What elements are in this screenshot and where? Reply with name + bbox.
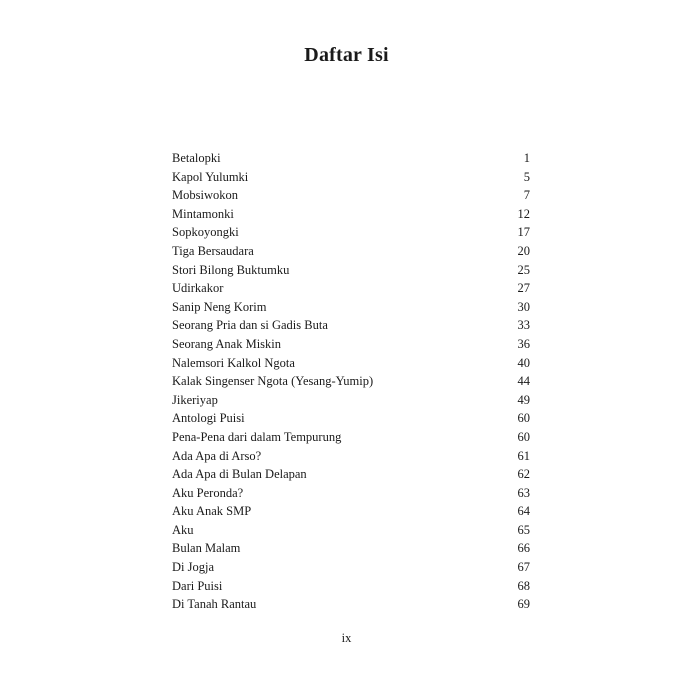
- toc-entry: [172, 205, 530, 224]
- toc-entry-title: Kapol Yulumki: [172, 169, 249, 184]
- toc-entry-page: 17: [517, 225, 530, 240]
- toc-entry: [172, 391, 530, 410]
- toc-entry-page: 69: [517, 597, 530, 612]
- toc-entry: [172, 261, 530, 280]
- toc-entry-title: Sopkoyongki: [172, 225, 239, 240]
- toc-entry-page: 66: [517, 541, 530, 556]
- toc-entry-title: Aku Peronda?: [172, 485, 244, 500]
- toc-entry-title: Bulan Malam: [172, 541, 241, 556]
- toc-entry-title: Mintamonki: [172, 206, 234, 221]
- toc-entry-title: Aku: [172, 522, 194, 537]
- toc-entry-title: Ada Apa di Arso?: [172, 448, 262, 463]
- toc-entry-title: Sanip Neng Korim: [172, 299, 267, 314]
- toc-entry: [172, 223, 530, 242]
- toc-entry-page: 60: [517, 429, 530, 444]
- toc-entry: [172, 502, 530, 521]
- toc-entry-page: 27: [517, 281, 530, 296]
- toc-entry-page: 65: [517, 522, 530, 537]
- toc-entry: [172, 558, 530, 577]
- toc-entry-title: Nalemsori Kalkol Ngota: [172, 355, 295, 370]
- toc-entry: [172, 149, 530, 168]
- toc-entry-page: 64: [517, 504, 530, 519]
- toc-entry: [172, 521, 530, 540]
- toc-entry-page: 60: [517, 411, 530, 426]
- toc-entry-page: 12: [517, 206, 530, 221]
- toc-entry-title: Antologi Puisi: [172, 411, 245, 426]
- toc-entry-page: 7: [523, 188, 530, 203]
- toc-entry-title: Seorang Pria dan si Gadis Buta: [172, 318, 328, 333]
- table-of-contents: [172, 149, 530, 614]
- toc-entry-page: 36: [517, 336, 530, 351]
- toc-entry: [172, 279, 530, 298]
- toc-entry-title: Ada Apa di Bulan Delapan: [172, 467, 307, 482]
- toc-entry: [172, 409, 530, 428]
- toc-entry-page: 67: [517, 560, 530, 575]
- toc-entry-title: Di Tanah Rantau: [172, 597, 257, 612]
- toc-entry-title: Di Jogja: [172, 560, 215, 575]
- toc-entry-page: 40: [517, 355, 530, 370]
- toc-entry-page: 62: [517, 467, 530, 482]
- toc-entry-title: Dari Puisi: [172, 578, 223, 593]
- toc-entry: [172, 335, 530, 354]
- toc-entry-page: 44: [517, 374, 530, 389]
- toc-entry-page: 33: [517, 318, 530, 333]
- page-title: Daftar Isi: [304, 44, 389, 66]
- toc-entry: [172, 316, 530, 335]
- toc-entry: [172, 595, 530, 614]
- toc-entry-title: Aku Anak SMP: [172, 504, 252, 519]
- toc-entry-page: 25: [517, 262, 530, 277]
- toc-entry-title: Seorang Anak Miskin: [172, 336, 282, 351]
- toc-entry: [172, 577, 530, 596]
- toc-entry-page: 61: [517, 448, 530, 463]
- toc-entry: [172, 372, 530, 391]
- toc-entry: [172, 484, 530, 503]
- toc-entry: [172, 465, 530, 484]
- page-number: ix: [341, 631, 352, 645]
- toc-entry-title: Udirkakor: [172, 281, 224, 296]
- toc-entry: [172, 428, 530, 447]
- toc-entry: [172, 354, 530, 373]
- toc-entry-page: 49: [517, 392, 530, 407]
- toc-entry: [172, 298, 530, 317]
- toc-entry: [172, 447, 530, 466]
- toc-entry-page: 30: [517, 299, 530, 314]
- toc-entry: [172, 242, 530, 261]
- toc-entry-title: Stori Bilong Buktumku: [172, 262, 290, 277]
- toc-entry-page: 5: [523, 169, 530, 184]
- toc-entry-title: Kalak Singenser Ngota (Yesang-Yumip): [172, 374, 374, 389]
- toc-entry-title: Mobsiwokon: [172, 188, 238, 203]
- toc-entry-title: Pena-Pena dari dalam Tempurung: [172, 429, 342, 444]
- toc-entry-page: 1: [523, 151, 530, 165]
- toc-entry-page: 68: [517, 578, 530, 593]
- toc-entry: [172, 539, 530, 558]
- toc-entry: [172, 186, 530, 205]
- toc-entry-title: Tiga Bersaudara: [172, 243, 254, 258]
- toc-entry: [172, 168, 530, 187]
- toc-entry-title: Betalopki: [172, 151, 221, 165]
- toc-entry-page: 20: [517, 243, 530, 258]
- toc-entry-page: 63: [517, 485, 530, 500]
- toc-entry-title: Jikeriyap: [172, 392, 218, 407]
